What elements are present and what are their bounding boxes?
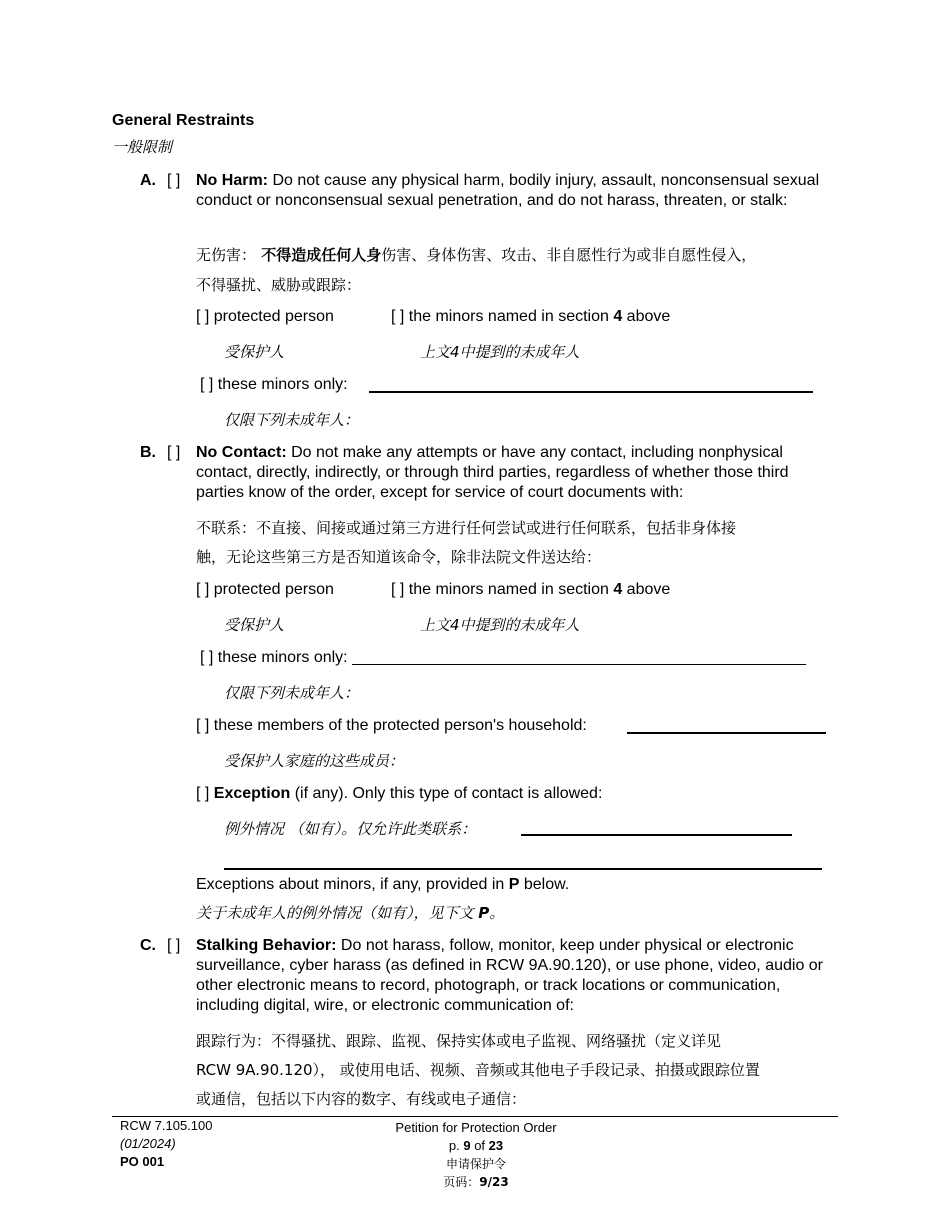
item-b-these-minors-zh: 仅限下列未成年人： xyxy=(224,684,360,702)
section-title: General Restraints xyxy=(112,112,255,129)
item-b-household-field[interactable] xyxy=(627,732,826,734)
section-title-zh: 一般限制 xyxy=(112,138,173,156)
footer-page: p. 9 of 23 xyxy=(448,1138,504,1153)
item-b-opt-minors-section[interactable]: [ ] the minors named in section 4 above xyxy=(391,581,671,598)
item-c-text: Stalking Behavior: Do not harass, follow, monitor, keep under physical or electronic surveillance, cyber harass (as defined in RCW 9A.90.120), or use phone, video, audio or other electronic means to record, photograph, or track locations or communication, including digital, wire, or electronic communication of: xyxy=(196,937,824,1014)
item-b-these-minors[interactable]: [ ] these minors only: ___________________________________________________ xyxy=(200,649,806,666)
item-b-household-zh: 受保护人家庭的这些成员： xyxy=(224,752,405,770)
item-b-exception[interactable]: [ ] Exception (if any). Only this type of contact is allowed: xyxy=(196,785,603,802)
item-b-exception-zh: 例外情况 （如有）。仅允许此类联系： xyxy=(224,820,477,838)
item-a-opt-minors-zh: 上文4中提到的未成年人 xyxy=(420,343,580,361)
footer-title: Petition for Protection Order xyxy=(395,1120,557,1135)
item-a-zh-line1: 无伤害： 不得造成任何人身伤害、身体伤害、攻击、非自愿性行为或非自愿性侵入， xyxy=(196,246,757,264)
item-b-minors-exceptions: Exceptions about minors, if any, provided in P below. xyxy=(196,876,570,893)
item-b-exception-field-2[interactable] xyxy=(224,868,822,870)
footer-form-number: PO 001 xyxy=(120,1154,165,1169)
item-c-zh-line3: 或通信，包括以下内容的数字、有线或电子通信： xyxy=(196,1090,527,1108)
item-c-zh-line1: 跟踪行为：不得骚扰、跟踪、监视、保持实体或电子监视、网络骚扰（定义详见 xyxy=(196,1032,722,1050)
item-a-heading: No Harm: xyxy=(196,172,269,189)
item-b-minors-exceptions-zh: 关于未成年人的例外情况（如有），见下文 P。 xyxy=(196,904,505,922)
item-b-opt-minors-zh: 上文4中提到的未成年人 xyxy=(420,616,580,634)
item-c-heading: Stalking Behavior: xyxy=(196,937,337,954)
item-a-these-minors-field[interactable] xyxy=(369,391,813,393)
item-c-letter: C. xyxy=(140,937,156,954)
item-a-opt-protected-person[interactable]: [ ] protected person xyxy=(196,308,334,325)
footer-date: (01/2024) xyxy=(120,1136,176,1151)
item-b-text: No Contact: Do not make any attempts or have any contact, including nonphysical contact, directly, indirectly, or through third parties, regardless of whether those third parties know of the order, except for service of court documents with: xyxy=(196,444,789,501)
footer-left xyxy=(120,1117,213,1171)
footer-title-zh: 申请保护令 xyxy=(445,1157,506,1171)
item-b-zh-line1: 不联系：不直接、间接或通过第三方进行任何尝试或进行任何联系，包括非身体接 xyxy=(196,519,737,537)
item-b-household[interactable]: [ ] these members of the protected person's household: xyxy=(196,717,587,734)
footer-page-zh: 页码：9/23 xyxy=(443,1175,509,1189)
item-b-opt-protected-person[interactable]: [ ] protected person xyxy=(196,581,334,598)
item-b-zh-line2: 触，无论这些第三方是否知道该命令，除非法院文件送达给： xyxy=(196,548,602,566)
item-a-these-minors-zh: 仅限下列未成年人： xyxy=(224,411,360,429)
item-b-exception-field[interactable] xyxy=(521,834,792,836)
item-a-checkbox[interactable]: [ ] xyxy=(167,172,181,189)
item-a-these-minors[interactable]: [ ] these minors only: xyxy=(200,376,348,393)
footer-divider xyxy=(112,1116,838,1117)
footer-rcw: RCW 7.105.100 xyxy=(120,1118,213,1133)
item-b-heading: No Contact: xyxy=(196,444,287,461)
item-b-checkbox[interactable]: [ ] xyxy=(167,444,181,461)
footer-center xyxy=(376,1119,576,1191)
item-a-opt-minors-section[interactable]: [ ] the minors named in section 4 above xyxy=(391,308,671,325)
item-a-letter: A. xyxy=(140,172,156,189)
item-a-text: No Harm: Do not cause any physical harm, bodily injury, assault, nonconsensual sexual conduct or nonconsensual sexual penetration, and do not harass, threaten, or stalk: xyxy=(196,172,820,209)
item-a-opt-protected-zh: 受保护人 xyxy=(224,343,285,361)
item-b-letter: B. xyxy=(140,444,156,461)
item-a-zh-line2: 不得骚扰、威胁或跟踪： xyxy=(196,276,362,294)
item-c-zh-line2: RCW 9A.90.120）， 或使用电话、视频、音频或其他电子手段记录、拍摄或跟踪位置 xyxy=(196,1061,760,1079)
item-c-checkbox[interactable]: [ ] xyxy=(167,937,181,954)
item-b-opt-protected-zh: 受保护人 xyxy=(224,616,285,634)
